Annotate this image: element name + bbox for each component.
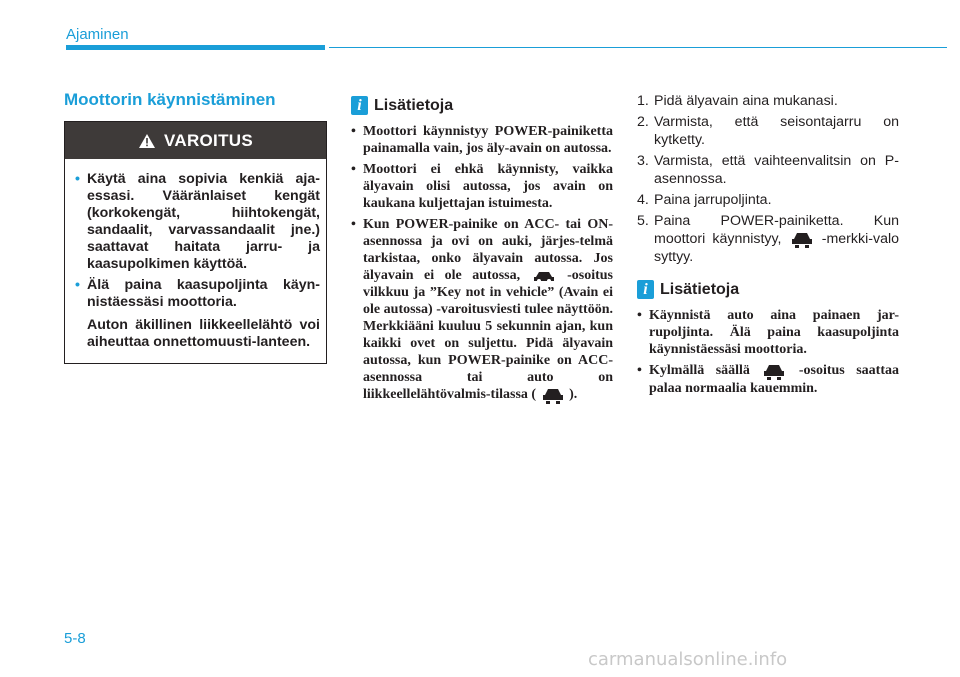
step-number: 4. [637,192,649,208]
step-text: Paina POWER-painiketta. Kun moottori käynnistyy, [654,213,899,247]
info-bullet-text-end: ). [569,387,578,403]
warning-label: VAROITUS [164,130,253,150]
bullet-dot-icon: • [351,162,356,177]
step-number: 5. [637,213,649,229]
step-item [637,92,899,110]
car-key-indicator-icon [542,386,564,404]
right-column [637,92,899,401]
bullet-dot-icon: • [351,217,356,232]
info-bullet-text: Moottori käynnistyy POWER-painiketta painamalla vain, jos äly-avain on autossa. [363,124,613,156]
warning-box [64,121,327,364]
info-bullet [351,161,613,212]
info-bullet-text-cont: -osoitus saattaa palaa normaalia kauemmin. [649,363,899,397]
step-item [637,113,899,149]
info-bullet-text: Käynnistä auto aina painaen jar-rupoljinta. Älä paina kaasupoljinta käynnistäessäsi moottoria. [649,308,899,358]
header-rule-thin [329,47,947,48]
info-bullet [637,362,899,397]
info-icon: i [351,96,368,115]
header-rule-thick [66,45,325,50]
warning-item [75,277,320,311]
warning-item-text: Käytä aina sopivia kenkiä aja-essasi. Vääränlaiset kengät (korkokengät, hiihtokengät, sandaalit, varvassandaalit jne.) saattavat haitata jarru- ja kaasupolkimen käyttöä. [87,171,320,272]
info-title: Lisätietoja [374,96,454,114]
car-key-indicator-icon [791,230,813,248]
chapter-header: Ajaminen [66,26,129,43]
car-key-indicator-icon [533,269,555,283]
step-number: 1. [637,93,649,109]
info-list [637,307,899,397]
bullet-dot-icon: • [637,363,642,379]
bullet-dot-icon: • [637,308,642,324]
step-text-cont: -merkki-valo syttyy. [654,231,899,266]
info-bullet-text: Kun POWER-painike on ACC- tai ON-asennossa ja ovi on auki, järjes-telmä tarkistaa, onko älyavain autossa. Jos älyavain ei ole autossa, [363,217,613,283]
step-item [637,152,899,188]
bullet-dot-icon: • [351,124,356,139]
info-bullet [351,216,613,404]
info-bullet-text-cont: -osoitus vilkkuu ja ”Key not in vehicle” (Avain ei ole autossa) -varoitusviesti tulee näyttöön. Merkkiääni kuuluu 5 sekunnin ajan, kun kaikki ovet on suljettu. Pidä älyavain autossa, kun POWER-painike on ACC-asennossa tai auto on liikkeellelähtövalmis-tilassa ( [363,268,614,403]
warning-item-text: Älä paina kaasupoljinta käyn-nistäessäsi moottoria. [87,277,320,310]
page-number: 5-8 [64,630,86,647]
info-icon: i [637,280,654,299]
car-key-indicator-icon [763,362,785,380]
step-text: Varmista, että vaihteenvalitsin on P-asennossa. [654,153,899,187]
step-list [637,92,899,266]
step-text: Pidä älyavain aina mukanasi. [654,93,838,109]
step-text: Varmista, että seisontajarru on kytketty. [654,114,899,148]
info-bullet-text: Kylmällä säällä [649,363,750,379]
watermark: carmanualsonline.info [588,649,788,670]
info-bullet-text: Moottori ei ehkä käynnisty, vaikka älyavain olisi autossa, jos avain on kaukana kuljettajan istuimesta. [363,162,613,211]
bullet-dot-icon: • [75,277,80,293]
step-text: Paina jarrupoljinta. [654,192,772,208]
info-heading [637,280,899,299]
middle-column [351,96,613,408]
step-item [637,212,899,266]
warning-header [65,122,326,159]
warning-item [75,171,320,273]
info-title: Lisätietoja [660,280,740,298]
warning-body [65,159,326,363]
info-heading [351,96,613,115]
info-bullet [637,307,899,358]
step-item [637,191,899,209]
warning-continuation: Auton äkillinen liikkeellelähtö voi aiheuttaa onnettomuusti-lanteen. [87,317,320,350]
step-number: 2. [637,114,649,130]
info-list [351,123,613,404]
section-title: Moottorin käynnistäminen [64,90,276,109]
left-column [64,90,327,364]
warning-triangle-icon [138,133,156,149]
bullet-dot-icon: • [75,171,80,187]
info-bullet [351,123,613,157]
step-number: 3. [637,153,649,169]
